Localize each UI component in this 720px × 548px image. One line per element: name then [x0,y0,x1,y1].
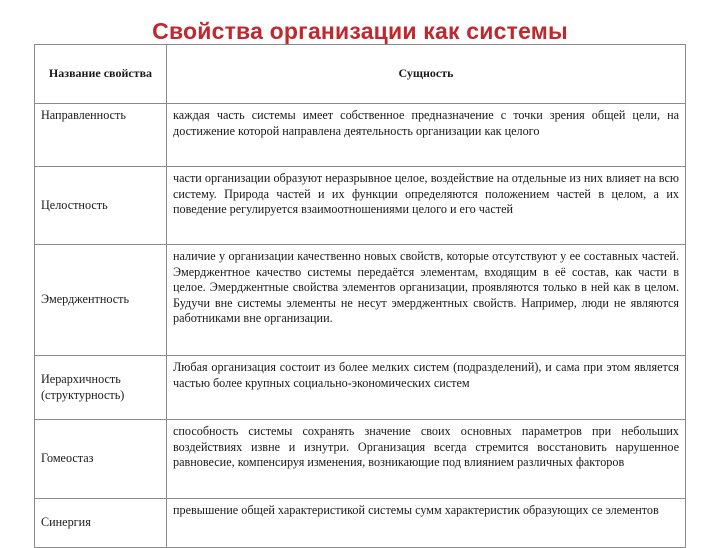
property-name: Эмерджентность [35,245,167,356]
table-row [35,420,686,499]
property-essence: части организации образуют неразрывное целое, воздействие на отдельные из них влияет на всю систему. Природа частей и их функции определяются положением частей в целом, а их поведение регулируется взаимоотношениями целого и его частей [167,167,686,245]
properties-table-container [34,44,685,548]
property-essence: Любая организация состоит из более мелких систем (подразделений), и сама при этом является частью более крупных социально-экономических систем [167,356,686,420]
property-essence: превышение общей характеристикой системы сумм характеристик образующих се элементов [167,499,686,548]
table-row [35,104,686,167]
table-row [35,499,686,548]
slide-title: Свойства организации как системы [152,18,568,44]
property-essence: наличие у организации качественно новых свойств, которые отсутствуют у ее составных частей. Эмерджентное качество системы передаётся элементам, входящим в её состав, как части в целое. Эмерджентные свойства элементов организации, проявляются только в ней как в целом. Будучи вне системы элементы не несут эмерджентных свойств. Например, люди не являются работниками вне организации. [167,245,686,356]
table-row [35,167,686,245]
header-property-name: Название свойства [35,45,167,104]
property-name: Гомеостаз [35,420,167,499]
header-essence: Сущность [167,45,686,104]
property-essence: способность системы сохранять значение своих основных параметров при небольших воздействиях извне и изнутри. Организация всегда стремится восстановить нарушенное равновесие, компенсируя изменения, возникающие под влиянием различных факторов [167,420,686,499]
table-row [35,245,686,356]
property-name: Направленность [35,104,167,167]
property-name: Синергия [35,499,167,548]
table-row [35,356,686,420]
table-header-row [35,45,686,104]
properties-table [34,44,686,548]
property-name: Иерархичность (структурность) [35,356,167,420]
property-name: Целостность [35,167,167,245]
property-essence: каждая часть системы имеет собственное предназначение с точки зрения общей цели, на достижение которой направлена деятельность организации как целого [167,104,686,167]
